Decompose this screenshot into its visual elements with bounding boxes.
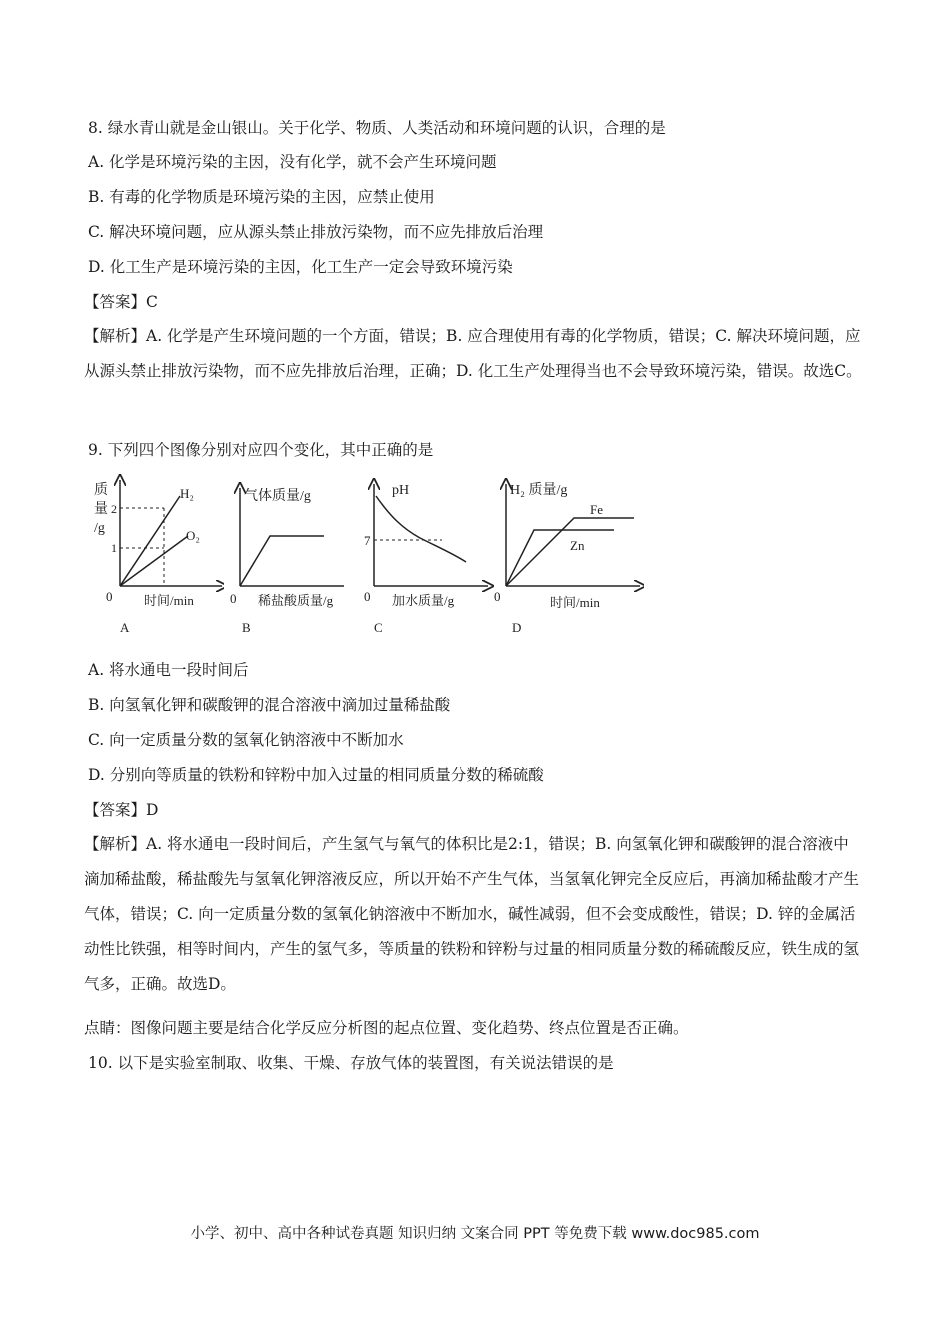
q9-option-a: A. 将水通电一段时间后 [88, 661, 249, 679]
graph-a-ylabel-3: /g [94, 521, 105, 536]
q9-answer: 【答案】D [84, 801, 159, 819]
graph-a-letter: A [120, 620, 130, 635]
q10-stem: 10. 以下是实验室制取、收集、干燥、存放气体的装置图，有关说法错误的是 [88, 1054, 614, 1072]
graph-a-tick-1: 1 [111, 541, 117, 555]
graph-a [84, 468, 224, 638]
graph-d-zn-label: Zn [570, 538, 585, 553]
graph-a-tick-2: 2 [111, 502, 117, 516]
graph-b-letter: B [242, 620, 251, 635]
graph-d [494, 468, 644, 638]
graph-c-origin: 0 [364, 589, 371, 604]
q8-option-a: A. 化学是环境污染的主因，没有化学，就不会产生环境问题 [88, 153, 497, 171]
q8-stem: 8. 绿水青山就是金山银山。关于化学、物质、人类活动和环境问题的认识，合理的是 [88, 119, 666, 137]
graph-a-h2-line [120, 496, 180, 586]
graph-c [360, 468, 500, 638]
graph-b-xlabel: 稀盐酸质量/g [258, 593, 334, 608]
q8-answer: 【答案】C [84, 293, 158, 311]
q9-tip: 点睛：图像问题主要是结合化学反应分析图的起点位置、变化趋势、终点位置是否正确。 [84, 1019, 689, 1037]
graph-d-fe-label: Fe [590, 502, 603, 517]
graph-a-ylabel-1: 质 [94, 483, 108, 498]
graph-d-zn-line [506, 530, 614, 586]
graph-a-ylabel-2: 量 [94, 502, 108, 517]
q9-analysis: 【解析】A. 将水通电一段时间后，产生氢气与氧气的体积比是2:1，错误；B. 向氢氧化钾和碳酸钾的混合溶液中滴加稀盐酸，稀盐酸先与氢氧化钾溶液反应，所以开始不产生气体，当氢氧化钾完全反应后，再滴加稀盐酸才产生气体，错误；C. 向一定质量分数的氢氧化钠溶液中不断加水，碱性减弱，但不会变成酸性，错误；D. 锌的金属活动性比铁强，相等时间内，产生的氢气多，等质量的铁粉和锌粉与过量的相同质量分数的稀硫酸反应，铁生成的氢气多，正确。故选D。 [84, 835, 860, 993]
graph-a-h2-label: H₂ [180, 486, 194, 501]
q8-option-b: B. 有毒的化学物质是环境污染的主因，应禁止使用 [88, 188, 435, 206]
q9-stem: 9. 下列四个图像分别对应四个变化，其中正确的是 [88, 441, 434, 459]
q8-option-d: D. 化工生产是环境污染的主因，化工生产一定会导致环境污染 [88, 258, 513, 276]
q9-option-c: C. 向一定质量分数的氢氧化钠溶液中不断加水 [88, 731, 404, 749]
graph-d-xlabel: 时间/min [550, 595, 600, 610]
q8-analysis: 【解析】A. 化学是产生环境问题的一个方面，错误；B. 应合理使用有毒的化学物质，错误；C. 解决环境问题，应从源头禁止排放污染物，而不应先排放后治理，正确；D. 化工生产处理得当也不会导致环境污染，错误。故选C。 [84, 327, 862, 380]
q8-option-c: C. 解决环境问题，应从源头禁止排放污染物，而不应先排放后治理 [88, 223, 544, 241]
q9-graphs [84, 468, 644, 638]
graph-b-gas-line [240, 536, 324, 586]
graph-b-origin: 0 [230, 591, 237, 606]
graph-b [222, 468, 362, 638]
page-footer: 小学、初中、高中各种试卷真题 知识归纳 文案合同 PPT 等免费下载 www.doc985.com [190, 1226, 760, 1242]
graph-c-ylabel: pH [392, 483, 410, 498]
q9-option-b: B. 向氢氧化钾和碳酸钾的混合溶液中滴加过量稀盐酸 [88, 696, 451, 714]
graph-a-o2-label: O₂ [186, 528, 200, 543]
graph-d-origin: 0 [494, 589, 501, 604]
graph-d-letter: D [512, 620, 522, 635]
graph-a-origin: 0 [106, 589, 113, 604]
q9-option-d: D. 分别向等质量的铁粉和锌粉中加入过量的相同质量分数的稀硫酸 [88, 766, 544, 784]
graph-c-xlabel: 加水质量/g [392, 593, 455, 608]
graph-c-letter: C [374, 620, 383, 635]
graph-c-tick-7: 7 [364, 533, 371, 548]
graph-a-o2-line [120, 536, 188, 586]
graph-d-ylabel: H₂ 质量/g [510, 483, 568, 498]
graph-b-ylabel: 气体质量/g [244, 489, 311, 504]
graph-c-ph-curve [376, 496, 466, 562]
graph-a-xlabel: 时间/min [144, 593, 194, 608]
